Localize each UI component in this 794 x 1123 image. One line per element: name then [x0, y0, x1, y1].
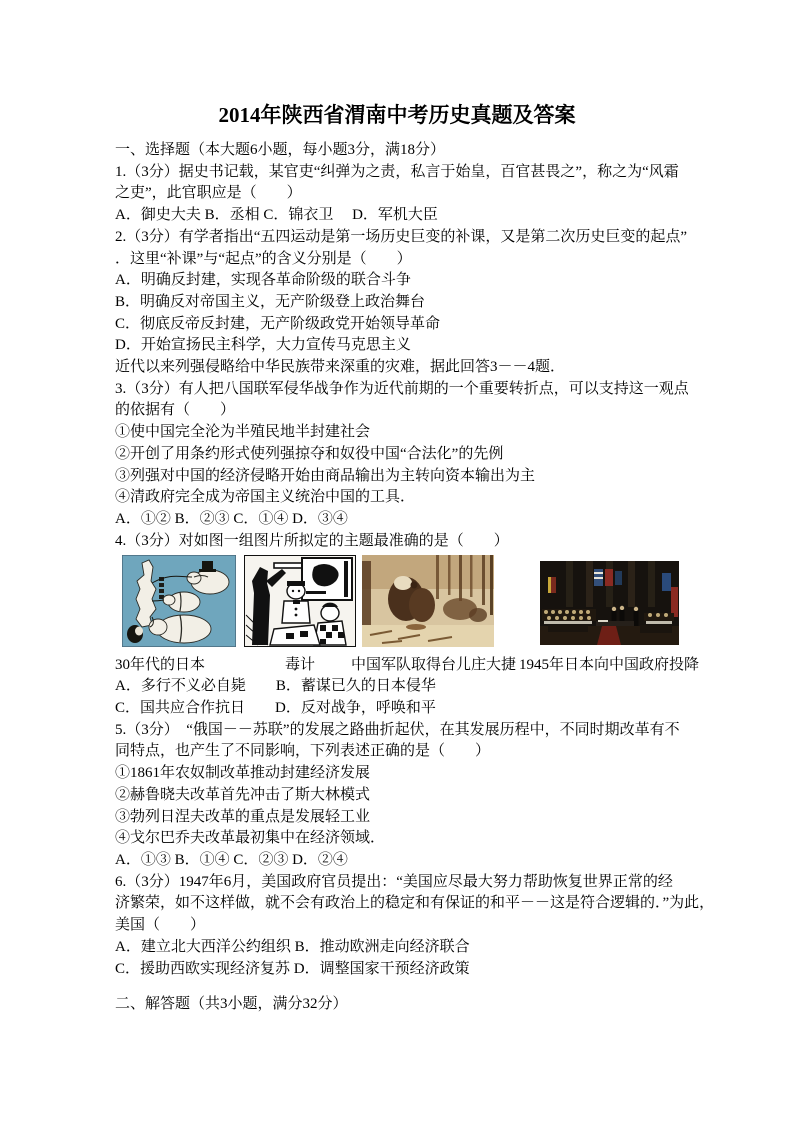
q5-line-2: 同特点，也产生了不同影响，下列表述正确的是（ ） [115, 743, 491, 760]
bridge-text: 近代以来列强侵略给中华民族带来深重的灾难，据此回答3－－4题． [115, 359, 566, 376]
section-two-heading: 二、解答题（共3小题，满分32分） [115, 996, 348, 1013]
taierzhuang-victory-photo [362, 555, 494, 647]
q3-line-2: 的依据有（ ） [115, 402, 236, 419]
poison-scheme-cartoon-image [244, 555, 356, 647]
doc-title: 2014年陕西省渭南中考历史真题及答案 [218, 103, 576, 127]
q2-option-c: C．彻底反帝反封建，无产阶级政党开始领导革命 [115, 315, 441, 332]
q2-line-2: ．这里“补课”与“起点”的含义分别是（ ） [115, 250, 412, 267]
q5-line-1: 5.（3分） “俄国－－苏联”的发展之路曲折起伏，在其发展历程中，不同时期改革有不 [115, 721, 680, 738]
exam-body [115, 140, 715, 1016]
q2-option-a: A．明确反封建，实现各革命阶级的联合斗争 [115, 272, 411, 289]
q2-line-1: 2.（3分）有学者指出“五四运动是第一场历史巨变的补课，又是第二次历史巨变的起点” [115, 228, 688, 245]
caption-poison-scheme: 毒计 [285, 657, 316, 674]
q5-item-1: ①1861年农奴制改革推动封建经济发展 [115, 765, 371, 782]
q4-options-cd: C．国共应合作抗日 D．反对战争，呼唤和平 [115, 700, 436, 717]
q3-line-1: 3.（3分）有人把八国联军侵华战争作为近代前期的一个重要转折点，可以支持这一观点 [115, 380, 689, 397]
q1-line-1: 1.（3分）据史书记载，某官吏“纠弹为之责，私言于始皇，百官甚畏之”，称之为“风霜 [115, 163, 679, 180]
q4-stem: 4.（3分）对如图一组图片所拟定的主题最准确的是（ ） [115, 532, 509, 549]
q6-options-ab: A．建立北大西洋公约组织 B．推动欧洲走向经济联合 [115, 938, 470, 955]
q5-item-3: ③勃列日涅夫改革的重点是发展轻工业 [115, 808, 371, 825]
q3-item-3: ③列强对中国的经济侵略开始由商品输出为主转向资本输出为主 [115, 467, 536, 484]
q5-item-2: ②赫鲁晓夫改革首先冲击了斯大林模式 [115, 786, 371, 803]
caption-taierzhuang: 中国军队取得台儿庄大捷 [351, 657, 517, 674]
q3-options: A．①② B．②③ C．①④ D．③④ [115, 510, 348, 527]
q4-options-ab: A．多行不义必自毙 B．蓄谋已久的日本侵华 [115, 678, 436, 695]
figure-captions [115, 650, 715, 672]
q6-line-1: 6.（3分）1947年6月，美国政府官员提出：“美国应尽最大努力帮助恢复世界正常的经 [115, 873, 673, 890]
q6-line-2: 济繁荣，如不这样做，就不会有政治上的稳定和有保证的和平－－这是符合逻辑的．”为此， [115, 895, 715, 912]
figure-row [115, 555, 715, 650]
q1-line-2: 之吏”，此官职应是（ ） [115, 185, 302, 202]
q3-item-1: ①使中国完全沦为半殖民地半封建社会 [115, 424, 371, 441]
section-one-heading: 一、选择题（本大题6小题，每小题3分，满18分） [115, 142, 446, 158]
q3-item-4: ④清政府完全成为帝国主义统治中国的工具． [115, 489, 416, 506]
q2-option-d: D．开始宣扬民主科学，大力宣传马克思主义 [115, 337, 411, 354]
q6-options-cd: C．援助西欧实现经济复苏 D．调整国家干预经济政策 [115, 960, 470, 977]
japan-1930s-cartoon-image [122, 555, 236, 647]
caption-japan-1930s: 30年代的日本 [115, 657, 206, 674]
q1-options: A．御史大夫 B．丞相 C．锦衣卫 D．军机大臣 [115, 207, 438, 224]
q5-options: A．①③ B．①④ C．②③ D．②④ [115, 851, 348, 868]
q2-option-b: B．明确反对帝国主义，无产阶级登上政治舞台 [115, 293, 426, 310]
japan-surrender-1945-photo [540, 561, 679, 645]
caption-japan-surrender: 1945年日本向中国政府投降 [519, 657, 700, 674]
q6-line-3: 美国（ ） [115, 917, 206, 934]
q3-item-2: ②开创了用条约形式使列强掠夺和奴役中国“合法化”的先例 [115, 445, 504, 462]
q5-item-4: ④戈尔巴乔夫改革最初集中在经济领域． [115, 830, 386, 847]
